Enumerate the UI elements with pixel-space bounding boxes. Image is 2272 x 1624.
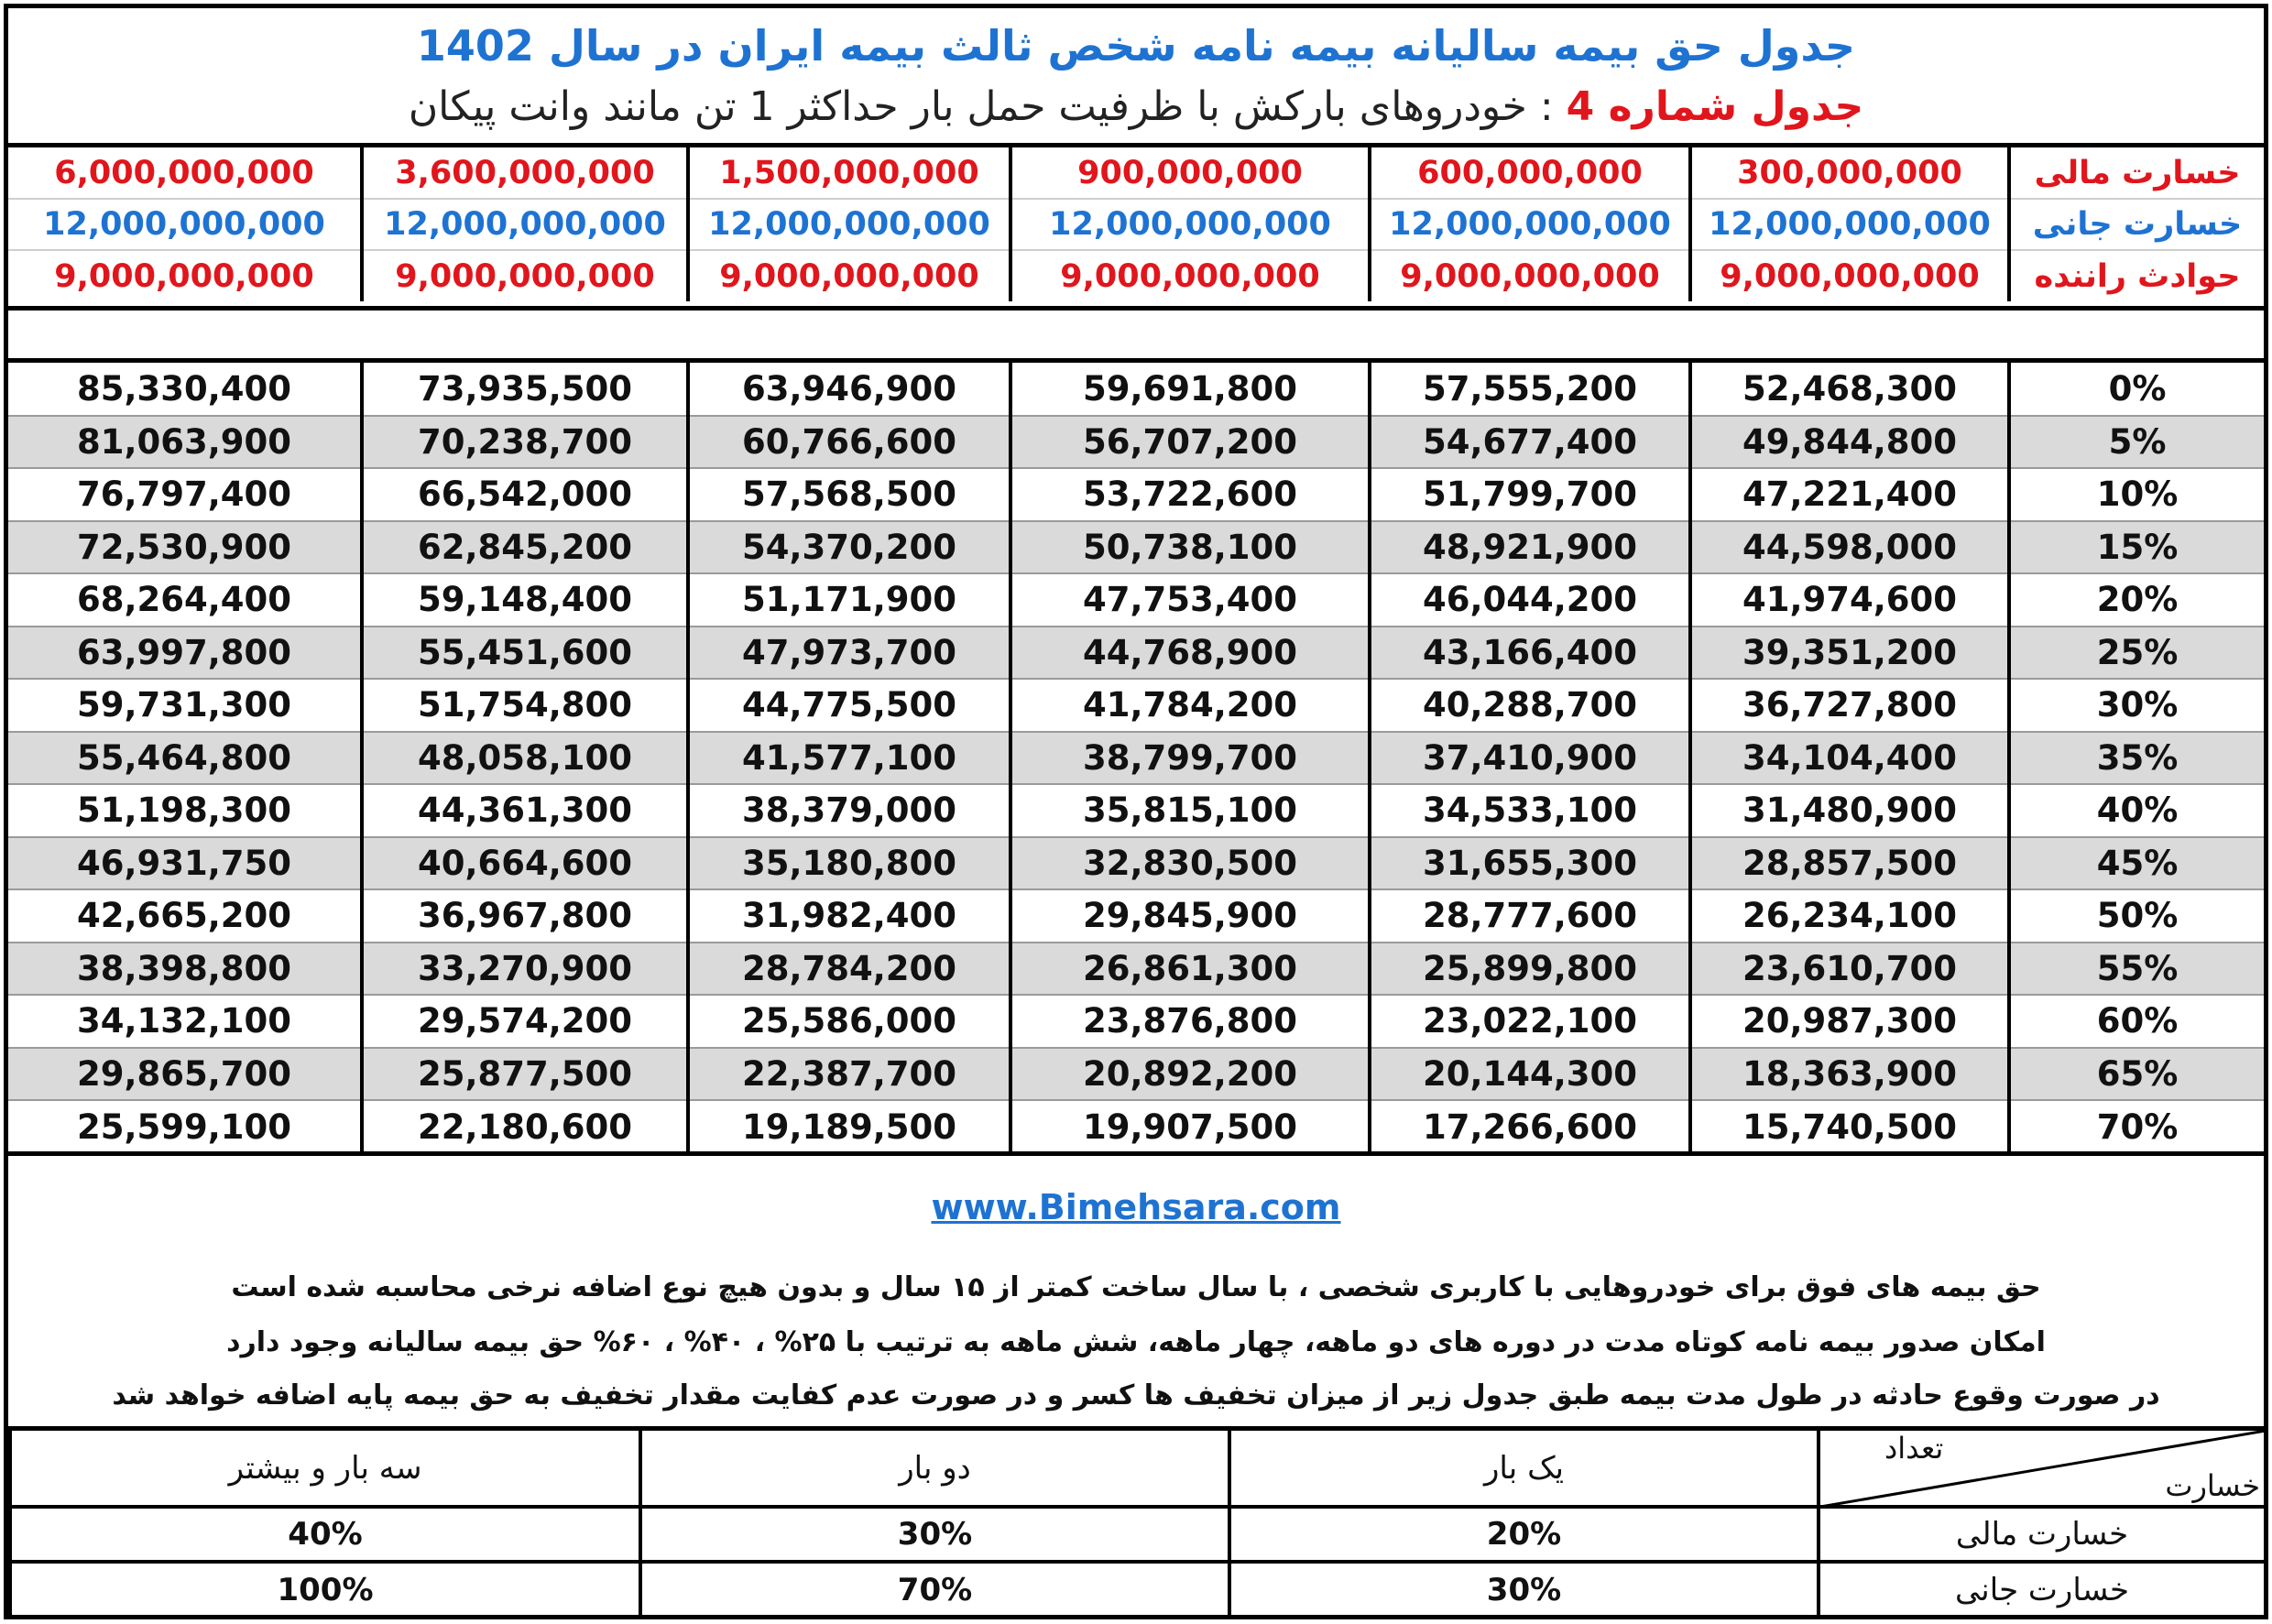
premium-amount: 48,921,900 <box>1370 521 1690 574</box>
premium-amount: 52,468,300 <box>1690 363 2009 416</box>
premium-amount: 54,677,400 <box>1370 416 1690 469</box>
coverage-amount: 12,000,000,000 <box>1010 199 1370 250</box>
coverage-amount: 6,000,000,000 <box>8 147 362 199</box>
corner-claim-label: خسارت <box>2165 1468 2260 1503</box>
premium-amount: 47,973,700 <box>688 627 1010 680</box>
premium-amount: 25,899,800 <box>1370 943 1690 996</box>
premium-amount: 41,577,100 <box>688 732 1010 785</box>
notes-section <box>8 1156 2264 1431</box>
premium-amount: 68,264,400 <box>8 573 362 627</box>
spacer-row <box>8 311 2264 363</box>
premium-amount: 26,234,100 <box>1690 889 2009 943</box>
coverage-amount: 600,000,000 <box>1370 147 1690 199</box>
premium-amount: 41,974,600 <box>1690 573 2009 627</box>
premium-amount: 19,189,500 <box>688 1100 1010 1153</box>
premium-amount: 57,568,500 <box>688 468 1010 521</box>
premium-amount: 23,610,700 <box>1690 943 2009 996</box>
premium-amount: 25,599,100 <box>76 1106 292 1147</box>
coverage-amount: 9,000,000,000 <box>54 257 314 295</box>
discount-percent: 45% <box>2009 837 2264 890</box>
premium-amount: 28,784,200 <box>688 943 1010 996</box>
premium-amount: 47,753,400 <box>1010 573 1370 627</box>
rate-row <box>8 837 2264 890</box>
discount-percent: 25% <box>2009 627 2264 680</box>
rate-row <box>8 468 2264 521</box>
premium-amount: 20,892,200 <box>1010 1048 1370 1101</box>
premium-amount: 44,598,000 <box>1690 521 2009 574</box>
premium-amount: 25,586,000 <box>688 995 1010 1048</box>
discount-percent: 50% <box>2009 889 2264 943</box>
rate-row <box>8 943 2264 996</box>
premium-amount: 18,363,900 <box>1690 1048 2009 1101</box>
premium-amount: 73,935,500 <box>362 363 688 416</box>
coverage-amount: 12,000,000,000 <box>688 199 1010 250</box>
coverage-amount: 9,000,000,000 <box>362 250 688 301</box>
premium-amount: 41,784,200 <box>1010 679 1370 732</box>
insurance-premium-sheet <box>4 4 2268 1619</box>
discount-percent: 60% <box>2009 995 2264 1048</box>
claims-penalty-table <box>8 1431 2264 1624</box>
rate-row <box>8 416 2264 469</box>
discount-percent: 40% <box>2009 784 2264 837</box>
coverage-amount: 12,000,000,000 <box>1690 199 2009 250</box>
premium-amount: 38,799,700 <box>1010 732 1370 785</box>
rate-row <box>8 1048 2264 1101</box>
penalty-cell: 40% <box>10 1507 640 1562</box>
premium-amount: 34,132,100 <box>8 995 362 1048</box>
premium-amount: 34,104,400 <box>1690 732 2009 785</box>
penalty-cell: 20% <box>1229 1507 1819 1562</box>
premium-amount: 44,361,300 <box>362 784 688 837</box>
penalty-header-row <box>10 1431 2264 1507</box>
premium-amount: 22,180,600 <box>362 1100 688 1153</box>
premium-amount: 36,967,800 <box>362 889 688 943</box>
premium-amount: 20,144,300 <box>1370 1048 1690 1101</box>
rate-row <box>8 732 2264 785</box>
coverage-row <box>8 199 2264 250</box>
coverage-amount: 12,000,000,000 <box>8 199 362 250</box>
discount-percent: 30% <box>2009 679 2264 732</box>
premium-amount: 70,238,700 <box>362 416 688 469</box>
premium-amount: 44,775,500 <box>688 679 1010 732</box>
penalty-row-label: خسارت مالی <box>1819 1507 2264 1562</box>
discount-percent: 0% <box>2009 363 2264 416</box>
coverage-row <box>8 250 2264 301</box>
table-subtitle <box>8 83 2264 130</box>
note-line-3: در صورت وقوع حادثه در طول مدت بیمه طبق جدول زیر از میزان تخفیف ها کسر و در صورت عدم کفایت مقدار تخفیف به حق بیمه پایه اضافه خواهد شد <box>112 1379 2160 1411</box>
premium-amount: 55,451,600 <box>362 627 688 680</box>
premium-amount: 29,574,200 <box>362 995 688 1048</box>
premium-amount: 60,766,600 <box>688 416 1010 469</box>
coverage-amount: 3,600,000,000 <box>362 147 688 199</box>
note-line-1: حق بیمه های فوق برای خودروهایی با کاربری شخصی ، با سال ساخت کمتر از ۱۵ سال و بدون هیچ نوع اضافه نرخی محاسبه شده است <box>231 1271 2041 1303</box>
premium-amount: 76,797,400 <box>8 468 362 521</box>
premium-amount: 35,180,800 <box>688 837 1010 890</box>
penalty-row-bodily <box>10 1562 2264 1617</box>
discount-percent: 35% <box>2009 732 2264 785</box>
discount-percent: 10% <box>2009 468 2264 521</box>
premium-amount: 50,738,100 <box>1010 521 1370 574</box>
table-subtitle-text: : خودروهای بارکش با ظرفیت حمل بار حداکثر 1 تن مانند وانت پیکان <box>408 83 1567 130</box>
premium-amount: 31,655,300 <box>1370 837 1690 890</box>
premium-amount: 29,845,900 <box>1010 889 1370 943</box>
rate-row <box>8 363 2264 416</box>
premium-amount: 48,058,100 <box>362 732 688 785</box>
premium-amount: 42,665,200 <box>8 889 362 943</box>
penalty-row-label: خسارت جانی <box>1819 1562 2264 1617</box>
premium-amount: 28,777,600 <box>1370 889 1690 943</box>
premium-amount: 85,330,400 <box>8 363 362 416</box>
premium-amount: 44,768,900 <box>1010 627 1370 680</box>
premium-amount: 36,727,800 <box>1690 679 2009 732</box>
premium-amount: 22,387,700 <box>688 1048 1010 1101</box>
website-link[interactable]: www.Bimehsara.com <box>931 1187 1341 1227</box>
premium-amount: 34,533,100 <box>1370 784 1690 837</box>
coverage-label: حوادث راننده <box>2009 250 2264 301</box>
coverage-amount: 1,500,000,000 <box>688 147 1010 199</box>
premium-amount: 62,845,200 <box>362 521 688 574</box>
coverage-amount: 9,000,000,000 <box>1690 250 2009 301</box>
premium-amount: 29,865,700 <box>8 1048 362 1101</box>
coverage-row <box>8 147 2264 199</box>
premium-amount: 33,270,900 <box>362 943 688 996</box>
premium-amount: 49,844,800 <box>1690 416 2009 469</box>
penalty-header-twice: دو بار <box>640 1431 1229 1507</box>
penalty-header-once: یک بار <box>1229 1431 1819 1507</box>
coverage-label: خسارت مالی <box>2009 147 2264 199</box>
premium-amount: 63,997,800 <box>8 627 362 680</box>
premium-amount: 51,171,900 <box>688 573 1010 627</box>
premium-amount: 15,740,500 <box>1690 1100 2009 1153</box>
premium-amount: 40,664,600 <box>362 837 688 890</box>
premium-amount: 47,221,400 <box>1690 468 2009 521</box>
premium-amount: 46,931,750 <box>8 837 362 890</box>
premium-amount: 43,166,400 <box>1370 627 1690 680</box>
premium-amount: 72,530,900 <box>8 521 362 574</box>
premium-amount: 35,815,100 <box>1010 784 1370 837</box>
premium-amount: 51,754,800 <box>362 679 688 732</box>
penalty-header-three-plus: سه بار و بیشتر <box>10 1431 640 1507</box>
rate-row <box>8 627 2264 680</box>
penalty-cell: 100% <box>10 1562 640 1617</box>
premium-amount: 37,410,900 <box>1370 732 1690 785</box>
corner-count-label: تعداد <box>1884 1431 1944 1466</box>
coverage-amount: 9,000,000,000 <box>1370 250 1690 301</box>
penalty-cell: 30% <box>640 1507 1229 1562</box>
premium-amount: 63,946,900 <box>688 363 1010 416</box>
premium-amount: 53,722,600 <box>1010 468 1370 521</box>
premium-amount: 55,464,800 <box>8 732 362 785</box>
discount-percent: 70% <box>2009 1100 2264 1153</box>
page-title: جدول حق بیمه سالیانه بیمه نامه شخص ثالث بیمه ایران در سال 1402 <box>416 21 1856 71</box>
penalty-cell: 30% <box>1229 1562 1819 1617</box>
premium-amount: 32,830,500 <box>1010 837 1370 890</box>
note-line-2: امکان صدور بیمه نامه کوتاه مدت در دوره های دو ماهه، چهار ماهه، شش ماهه به ترتیب با ۲۵% ، ۴۰% ، ۶۰% حق بیمه سالیانه وجود دارد <box>226 1326 2046 1358</box>
rate-row <box>8 784 2264 837</box>
premium-amount: 19,907,500 <box>1010 1100 1370 1153</box>
discount-percent: 15% <box>2009 521 2264 574</box>
premium-amount: 20,987,300 <box>1690 995 2009 1048</box>
premium-amount: 38,398,800 <box>8 943 362 996</box>
premium-amount: 54,370,200 <box>688 521 1010 574</box>
premium-amount: 59,691,800 <box>1010 363 1370 416</box>
title-block <box>8 8 2264 147</box>
coverage-amount: 9,000,000,000 <box>688 250 1010 301</box>
rate-row <box>8 889 2264 943</box>
coverage-amount: 12,000,000,000 <box>362 199 688 250</box>
premium-amount: 81,063,900 <box>8 416 362 469</box>
discount-percent: 55% <box>2009 943 2264 996</box>
coverage-amount: 12,000,000,000 <box>1370 199 1690 250</box>
premium-amount: 23,876,800 <box>1010 995 1370 1048</box>
penalty-cell: 70% <box>640 1562 1229 1617</box>
coverage-amount: 900,000,000 <box>1010 147 1370 199</box>
premium-amount: 51,198,300 <box>8 784 362 837</box>
discount-percent: 20% <box>2009 573 2264 627</box>
discount-percent: 5% <box>2009 416 2264 469</box>
rate-row <box>8 521 2264 574</box>
premium-amount: 28,857,500 <box>1690 837 2009 890</box>
premium-amount: 56,707,200 <box>1010 416 1370 469</box>
rate-row <box>8 1100 2264 1153</box>
coverage-label: خسارت جانی <box>2009 199 2264 250</box>
penalty-corner-cell <box>1819 1431 2264 1507</box>
table-number-label: جدول شماره 4 <box>1566 83 1864 130</box>
premium-amount: 66,542,000 <box>362 468 688 521</box>
premium-amount: 31,480,900 <box>1690 784 2009 837</box>
premium-amount: 39,351,200 <box>1690 627 2009 680</box>
rate-row <box>8 995 2264 1048</box>
premium-amount: 46,044,200 <box>1370 573 1690 627</box>
premium-amount: 59,731,300 <box>8 679 362 732</box>
penalty-row-financial <box>10 1507 2264 1562</box>
premium-amount: 17,266,600 <box>1370 1100 1690 1153</box>
rate-row <box>8 679 2264 732</box>
premium-amount: 40,288,700 <box>1370 679 1690 732</box>
premium-amount: 23,022,100 <box>1370 995 1690 1048</box>
premium-amount: 38,379,000 <box>688 784 1010 837</box>
premium-amount: 59,148,400 <box>362 573 688 627</box>
premium-amount: 31,982,400 <box>688 889 1010 943</box>
premium-amount: 25,877,500 <box>362 1048 688 1101</box>
premium-amount: 57,555,200 <box>1370 363 1690 416</box>
coverage-amount: 9,000,000,000 <box>1010 250 1370 301</box>
coverage-table <box>8 147 2264 311</box>
premium-amount: 26,861,300 <box>1010 943 1370 996</box>
coverage-amount: 300,000,000 <box>1690 147 2009 199</box>
rate-row <box>8 573 2264 627</box>
premium-amount: 51,799,700 <box>1370 468 1690 521</box>
discount-percent: 65% <box>2009 1048 2264 1101</box>
premium-rates-table <box>8 363 2264 1156</box>
